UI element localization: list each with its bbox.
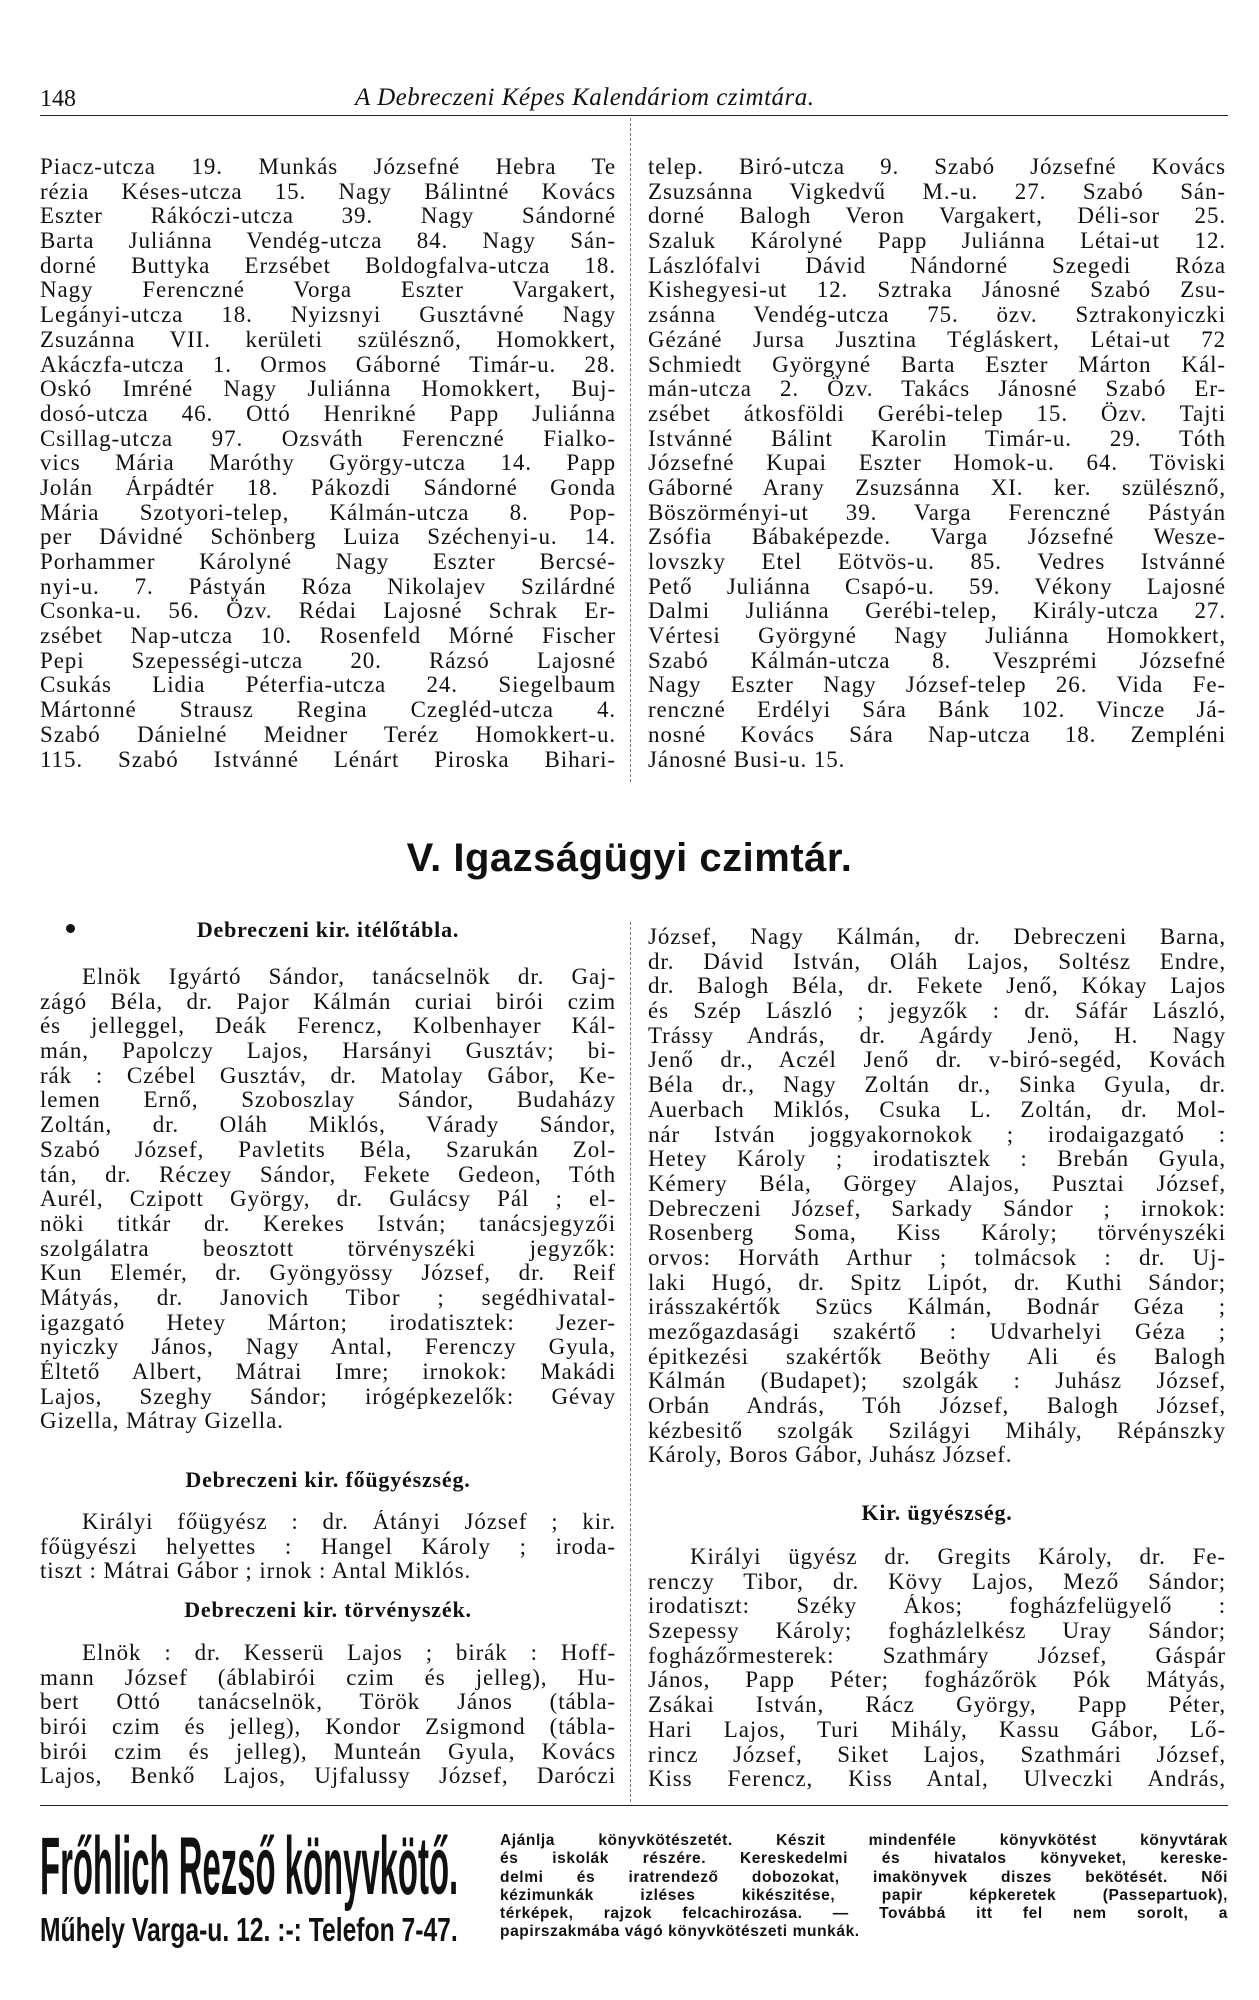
text-line: Pető Juliánna Csapó-u. 59. Vékony Lajosné: [648, 574, 1226, 599]
advert-address: Műhely Varga-u. 12. :-: Telefon 7-47.: [40, 1911, 458, 1948]
text-line: Orbán András, Tóh József, Balogh József,: [648, 1394, 1226, 1419]
text-line: laki Hugó, dr. Spitz Lipót, dr. Kuthi Sándor;: [648, 1270, 1226, 1295]
text-line: bert Ottó tanácselnök, Török János (tábla-: [40, 1690, 616, 1715]
text-line: per Dávidné Schönberg Luiza Széchenyi-u. 14.: [40, 525, 616, 550]
text-line: renczné Erdélyi Sára Bánk 102. Vincze Já-: [648, 698, 1226, 723]
text-line: 115. Szabó Istvánné Lénárt Piroska Bihari-: [40, 747, 616, 772]
text-line: és Szép László ; jegyzők : dr. Sáfár László,: [648, 999, 1226, 1024]
text-line: és iskolák részére. Kereskedelmi és hivatalos könyveket, kereske-: [500, 1850, 1228, 1868]
text-line: térképek, rajzok felcachirozása. — Továbbá itt fel nem sorolt, a: [500, 1905, 1228, 1923]
text-line: telep. Biró-utcza 9. Szabó Józsefné Kovács: [648, 155, 1226, 179]
text-line: igazgató Hetey Márton; irodatisztek: Jezer-: [40, 1310, 616, 1335]
text-line: Elnök Igyártó Sándor, tanácselnök dr. Gaj-: [82, 965, 616, 989]
text-line: rézia Késes-utcza 15. Nagy Bálintné Kovács: [40, 179, 616, 204]
text-line: mán-utcza 2. Özv. Takács Jánosné Szabó Er-: [648, 377, 1226, 402]
text-line: Szabó Dánielné Meidner Teréz Homokkert-u.: [40, 722, 616, 747]
text-line: Rosenberg Soma, Kiss Károly; törvényszéki: [648, 1221, 1226, 1246]
text-line: Mátyás, dr. Janovich Tibor ; segédhivatal-: [40, 1285, 616, 1310]
section-title: V. Igazságügyi czimtár.: [406, 836, 853, 880]
text-line: dr. Dávid István, Oláh Lajos, Soltész Endre,: [648, 949, 1226, 974]
text-line: irásszakértők Szücs Kálmán, Bodnár Géza ;: [648, 1295, 1226, 1320]
text-line: Szabó József, Pavletits Béla, Szarukán Zol-: [40, 1137, 616, 1162]
text-line: Barta Juliánna Vendég-utcza 84. Nagy Sán-: [40, 229, 616, 254]
text-line: Éltető Albert, Mátrai Imre; irnokok: Makádi: [40, 1360, 616, 1384]
text-line: mán, Papolczy Lajos, Harsányi Gusztáv; bi-: [40, 1039, 616, 1064]
text-line: tán, dr. Réczey Sándor, Fekete Gedeon, Tóth: [40, 1162, 616, 1187]
text-line: János, Papp Péter; fogházőrök Pók Mátyás,: [648, 1668, 1226, 1693]
text-line: kézimunkák izléses kikészitése, papir képkeretek (Passepartuok),: [500, 1886, 1228, 1904]
text-line: Mária Szotyori-telep, Kálmán-utcza 8. Pop-: [40, 500, 616, 525]
torvenyszek-text: [40, 1641, 616, 1789]
text-line: Eszter Rákóczi-utcza 39. Nagy Sándorné: [40, 204, 616, 229]
text-line: Trássy András, dr. Agárdy Jenö, H. Nagy: [648, 1023, 1226, 1048]
text-line: Szabó Kálmán-utcza 8. Veszprémi Józsefné: [648, 648, 1226, 673]
text-line: zsébet Nap-utcza 10. Rosenfeld Mórné Fischer: [40, 624, 616, 649]
text-line: nyi-u. 7. Pástyán Róza Nikolajev Szilárdné: [40, 574, 616, 599]
text-line: birói czim és jelleg), Munteán Gyula, Kovács: [40, 1739, 616, 1764]
heading-ugyeszseg: Kir. ügyészség.: [861, 1500, 1013, 1525]
text-line: Piacz-utcza 19. Munkás Józsefné Hebra Te: [40, 155, 616, 179]
text-line: zsébet átkosföldi Gerébi-telep 15. Özv. Tajti: [648, 401, 1226, 426]
text-line: Aurél, Czipott György, dr. Gulácsy Pál ; el-: [40, 1187, 616, 1212]
heading-torvenyszek: Debreczeni kir. törvényszék.: [184, 1597, 472, 1622]
text-line: Pepi Szepességi-utcza 20. Rázsó Lajosné: [40, 648, 616, 673]
torvenyszek-text-continued: [648, 925, 1226, 1468]
text-line: Gizella, Mátray Gizella.: [40, 1409, 284, 1434]
text-line: Zsuzánna VII. kerületi szülésznő, Homokkert,: [40, 327, 616, 352]
text-line: Kálmán (Budapet); szolgák : Juhász József,: [648, 1369, 1226, 1394]
text-line: vics Mária Maróthy György-utcza 14. Papp: [40, 451, 616, 476]
text-line: orvos: Horváth Arthur ; tolmácsok : dr. Uj-: [648, 1245, 1226, 1270]
text-line: nár István joggyakornokok ; irodaigazgató :: [648, 1122, 1226, 1147]
running-header: A Debreczeni Képes Kalendáriom czimtára.: [355, 84, 815, 111]
text-line: papirszakmába vágó könyvkötészeti munkák.: [500, 1923, 860, 1941]
text-line: Zsákai István, Rácz György, Papp Péter,: [648, 1693, 1226, 1718]
text-line: József, Nagy Kálmán, dr. Debreczeni Barna,: [648, 925, 1226, 949]
text-line: zágó Béla, dr. Pajor Kálmán curiai birói czim: [40, 989, 616, 1014]
text-line: Lászlófalvi Dávid Nándorné Szegedi Róza: [648, 253, 1226, 278]
text-line: Józsefné Kupai Eszter Homok-u. 64. Töviski: [648, 451, 1226, 476]
text-line: Auerbach Miklós, Csuka L. Zoltán, dr. Mol-: [648, 1097, 1226, 1122]
text-line: delmi és iratrendező dobozokat, imakönyvek diszes bekötését. Női: [500, 1868, 1228, 1886]
text-line: Vértesi Györgyné Nagy Juliánna Homokkert,: [648, 624, 1226, 649]
text-line: Károly, Boros Gábor, Juhász József.: [648, 1443, 1013, 1468]
text-line: Lajos, Szeghy Sándor; irógépkezelők: Gévay: [40, 1384, 616, 1409]
text-line: Akáczfa-utcza 1. Ormos Gáborné Timár-u. 28.: [40, 352, 616, 377]
text-line: nosné Kovács Sára Nap-utcza 18. Zempléni: [648, 722, 1226, 747]
text-line: Oskó Imréné Nagy Juliánna Homokkert, Buj-: [40, 377, 616, 402]
text-line: lemen Ernő, Szoboszlay Sándor, Budaházy: [40, 1088, 616, 1113]
text-line: Kémery Béla, Görgey Alajos, Pusztai József,: [648, 1171, 1226, 1196]
text-line: birói czim és jelleg), Kondor Zsigmond (tábla-: [40, 1715, 616, 1740]
ugyeszseg-text: [648, 1545, 1226, 1792]
text-line: Böszörményi-ut 39. Varga Ferenczné Pástyán: [648, 500, 1226, 525]
text-line: Csonka-u. 56. Özv. Rédai Lajosné Schrak Er-: [40, 599, 616, 624]
top-left-column: [40, 155, 616, 772]
text-line: Szaluk Károlyné Papp Juliánna Létai-ut 12.: [648, 229, 1226, 254]
text-line: zsánna Vendég-utcza 75. özv. Sztrakonyiczki: [648, 303, 1226, 328]
text-line: Lajos, Benkő Lajos, Ujfalussy József, Daróczi: [40, 1764, 616, 1789]
text-line: Kun Elemér, dr. Gyöngyössy József, dr. Reif: [40, 1261, 616, 1286]
text-line: Jolán Árpádtér 18. Pákozdi Sándorné Gonda: [40, 475, 616, 500]
text-line: Jánosné Busi-u. 15.: [648, 747, 846, 772]
text-line: dorné Buttyka Erzsébet Boldogfalva-utcza 18.: [40, 253, 616, 278]
text-line: Debreczeni József, Sarkady Sándor ; irnokok:: [648, 1196, 1226, 1221]
text-line: Dalmi Juliánna Gerébi-telep, Király-utcza 27.: [648, 599, 1226, 624]
text-line: szolgálatra beosztott törvényszéki jegyzők:: [40, 1236, 616, 1261]
text-line: dosó-utcza 46. Ottó Henrikné Papp Juliánna: [40, 401, 616, 426]
text-line: Istvánné Bálint Karolin Timár-u. 29. Tóth: [648, 426, 1226, 451]
text-line: renczy Tibor, dr. Kövy Lajos, Mező Sándor;: [648, 1569, 1226, 1594]
text-line: Zoltán, dr. Oláh Miklós, Várady Sándor,: [40, 1113, 616, 1138]
text-line: Jenő dr., Aczél Jenő dr. v-biró-segéd, Kovách: [648, 1048, 1226, 1073]
advert-description: [500, 1832, 1228, 1942]
text-line: mezőgazdasági szakértő : Udvarhelyi Géza ;: [648, 1320, 1226, 1344]
advert-headline: Frőhlich Rezső könyvkötő.: [40, 1821, 459, 1912]
text-line: Csukás Lidia Péterfia-utcza 24. Siegelbaum: [40, 673, 616, 698]
header-rule: [40, 115, 1228, 116]
text-line: Királyi főügyész : dr. Átányi József ; kir.: [82, 1510, 616, 1534]
text-line: Elnök : dr. Kesserü Lajos ; birák : Hoff-: [82, 1641, 616, 1665]
text-line: irodatiszt: Széky Ákos; fogházfelügyelő :: [648, 1594, 1226, 1619]
text-line: Ajánlja könyvkötészetét. Készit mindenféle könyvkötést könyvtárak: [500, 1832, 1228, 1849]
heading-itelotabla: Debreczeni kir. itélőtábla.: [196, 917, 460, 942]
text-line: Porhammer Károlyné Nagy Eszter Bercsé-: [40, 550, 616, 574]
text-line: Gézáné Jursa Jusztina Tégláskert, Létai-ut 72: [648, 327, 1226, 352]
text-line: rincz József, Siket Lajos, Szathmári József,: [648, 1742, 1226, 1767]
text-line: Legányi-utcza 18. Nyizsnyi Gusztávné Nagy: [40, 303, 616, 328]
text-line: Zsuzsánna Vigkedvű M.-u. 27. Szabó Sán-: [648, 179, 1226, 204]
text-line: rák : Czébel Gusztáv, dr. Matolay Gábor, Ke-: [40, 1063, 616, 1088]
footer-rule: [40, 1805, 1228, 1806]
text-line: Nagy Ferenczné Vorga Eszter Vargakert,: [40, 278, 616, 303]
text-line: Gáborné Arany Zsuzsánna XI. ker. szülésznő,: [648, 475, 1226, 500]
text-line: fogházőrmesterek: Szathmáry József, Gáspár: [648, 1643, 1226, 1668]
text-line: lovszky Etel Eötvös-u. 85. Vedres Istvánné: [648, 550, 1226, 574]
text-line: épitkezési szakértők Beöthy Ali és Balogh: [648, 1344, 1226, 1369]
text-line: Zsófia Bábaképezde. Varga Józsefné Wesze-: [648, 525, 1226, 550]
text-line: és jelleggel, Deák Ferencz, Kolbenhayer Kál-: [40, 1014, 616, 1039]
text-line: nyiczky János, Nagy Antal, Ferenczy Gyula,: [40, 1335, 616, 1360]
text-line: Szepessy Károly; fogházlelkész Uray Sándor;: [648, 1619, 1226, 1644]
heading-fougyeszseg: Debreczeni kir. főügyészség.: [185, 1467, 471, 1492]
column-divider: [630, 118, 631, 782]
text-line: dr. Balogh Béla, dr. Fekete Jenő, Kókay Lajos: [648, 974, 1226, 999]
text-line: Csillag-utcza 97. Ozsváth Ferenczné Fialko-: [40, 426, 616, 451]
text-line: főügyészi helyettes : Hangel Károly ; iroda-: [40, 1534, 616, 1559]
text-line: Kiss Ferencz, Kiss Antal, Ulveczki András,: [648, 1767, 1226, 1792]
text-line: kézbesitő szolgák Szilágyi Mihály, Répánszky: [648, 1418, 1226, 1443]
text-line: tiszt : Mátrai Gábor ; irnok : Antal Miklós.: [40, 1559, 472, 1584]
page-number: 148: [40, 86, 76, 112]
text-line: Nagy Eszter Nagy József-telep 26. Vida Fe-: [648, 673, 1226, 698]
fougyeszseg-text: [40, 1510, 616, 1584]
text-line: mann József (áblabirói czim és jelleg), Hu-: [40, 1665, 616, 1690]
text-line: Hari Lajos, Turi Mihály, Kassu Gábor, Lő-: [648, 1717, 1226, 1742]
text-line: dorné Balogh Veron Vargakert, Déli-sor 25.: [648, 204, 1226, 229]
column-divider-lower: [630, 922, 631, 1802]
text-line: Kishegyesi-ut 12. Sztraka Jánosné Szabó Zsu-: [648, 278, 1226, 303]
text-line: Béla dr., Nagy Zoltán dr., Sinka Gyula, dr.: [648, 1073, 1226, 1098]
text-line: Mártonné Strausz Regina Czegléd-utcza 4.: [40, 698, 616, 723]
text-line: Schmiedt Györgyné Barta Eszter Márton Kál-: [648, 352, 1226, 377]
top-right-column: [648, 155, 1226, 772]
text-line: Királyi ügyész dr. Gregits Károly, dr. Fe-: [690, 1545, 1226, 1569]
text-line: nöki titkár dr. Kerekes István; tanácsjegyzői: [40, 1211, 616, 1236]
text-line: Hetey Károly ; irodatisztek : Brebán Gyula,: [648, 1147, 1226, 1172]
itelotabla-text: [40, 965, 616, 1434]
